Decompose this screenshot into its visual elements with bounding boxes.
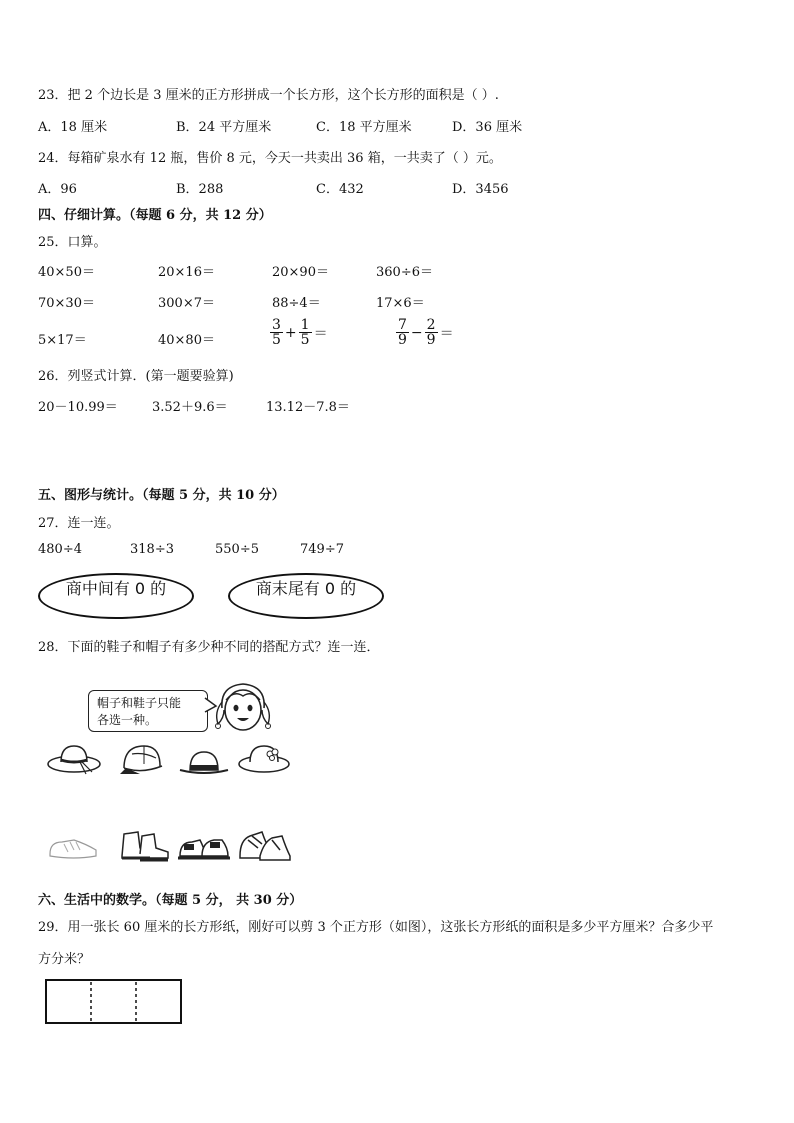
division-item: 318÷3: [130, 542, 174, 557]
fraction-expression-1: [270, 318, 330, 347]
boots-icon: [116, 826, 172, 864]
numerator: 3: [272, 317, 281, 333]
question-26: 26．列竖式计算．(第一题要验算): [38, 369, 234, 384]
oval-label: 商中间有 0 的: [65, 579, 167, 598]
question-25: 25．口算。: [38, 235, 107, 250]
q24-option-c: C．432: [316, 182, 364, 197]
plus-sign: +: [284, 324, 297, 341]
sneaker-icon: [46, 832, 100, 862]
sport-shoes-icon: [236, 826, 292, 864]
calc-item: 360÷6＝: [376, 265, 433, 280]
question-24: 24．每箱矿泉水有 12 瓶，售价 8 元，今天一共卖出 36 箱，一共卖了（ ）元。: [38, 151, 502, 166]
calc-item: 300×7＝: [158, 296, 215, 311]
vertical-calc-item: 20－10.99＝: [38, 400, 118, 415]
calc-item: 17×6＝: [376, 296, 425, 311]
vertical-calc-item: 3.52＋9.6＝: [152, 400, 228, 415]
numerator: 2: [426, 317, 436, 333]
speech-bubble: [88, 690, 208, 732]
bubble-line: 帽子和鞋子只能: [97, 696, 182, 710]
division-item: 749÷7: [300, 542, 344, 557]
calc-item: 88÷4＝: [272, 296, 321, 311]
denominator: 9: [426, 332, 436, 348]
q23-option-a: A．18 厘米: [38, 120, 108, 135]
girl-icon: [210, 678, 276, 740]
minus-sign: −: [410, 324, 423, 341]
fraction: [425, 318, 438, 347]
question-23: 23．把 2 个边长是 3 厘米的正方形拼成一个长方形，这个长方形的面积是（ ）.: [38, 88, 499, 103]
q23-option-b: B．24 平方厘米: [176, 120, 272, 135]
division-item: 480÷4: [38, 542, 82, 557]
oval-quotient-middle-zero: [38, 573, 194, 619]
q24-option-d: D．3456: [452, 182, 509, 197]
denominator: 5: [272, 332, 281, 348]
calc-item: 40×50＝: [38, 265, 95, 280]
calc-item: 20×90＝: [272, 265, 329, 280]
calc-item: 20×16＝: [158, 265, 215, 280]
q24-option-a: A．96: [38, 182, 77, 197]
question-29-line2: 方分米？: [38, 952, 91, 967]
calc-item: 5×17＝: [38, 333, 87, 348]
rectangle-three-squares-figure: [44, 978, 184, 1026]
question-28: 28．下面的鞋子和帽子有多少种不同的搭配方式？连一连．: [38, 640, 380, 655]
hat-icon: [46, 742, 102, 776]
question-27: 27．连一连。: [38, 516, 120, 531]
q24-option-b: B．288: [176, 182, 224, 197]
vertical-calc-item: 13.12－7.8＝: [266, 400, 350, 415]
denominator: 5: [300, 332, 310, 348]
flower-hat-icon: [236, 740, 292, 776]
fraction: [396, 318, 409, 347]
section-5-title: 五、图形与统计。（每题 5 分，共 10 分）: [38, 488, 285, 503]
cap-icon: [118, 742, 168, 778]
fedora-icon: [178, 748, 230, 776]
calc-item: 70×30＝: [38, 296, 95, 311]
q23-option-c: C．18 平方厘米: [316, 120, 412, 135]
numerator: 7: [398, 317, 407, 333]
fraction: [270, 318, 283, 347]
q23-option-d: D．36 厘米: [452, 120, 523, 135]
fraction-expression-2: [396, 318, 456, 347]
section-4-title: 四、仔细计算。（每题 6 分，共 12 分）: [38, 208, 272, 223]
fraction: [299, 318, 312, 347]
denominator: 9: [398, 332, 407, 348]
calc-item: 40×80＝: [158, 333, 215, 348]
numerator: 1: [300, 317, 310, 333]
bubble-line: 各选一种。: [97, 713, 158, 727]
kids-shoes-icon: [176, 830, 232, 864]
question-29-line1: 29．用一张长 60 厘米的长方形纸，刚好可以剪 3 个正方形（如图），这张长方形纸的面积是多少平方厘米？合多少平: [38, 920, 714, 935]
equals-sign: ＝: [313, 325, 328, 342]
equals-sign: ＝: [439, 325, 454, 342]
division-item: 550÷5: [215, 542, 259, 557]
oval-label: 商末尾有 0 的: [255, 579, 357, 598]
section-6-title: 六、生活中的数学。（每题 5 分， 共 30 分）: [38, 893, 303, 908]
oval-quotient-end-zero: [228, 573, 384, 619]
